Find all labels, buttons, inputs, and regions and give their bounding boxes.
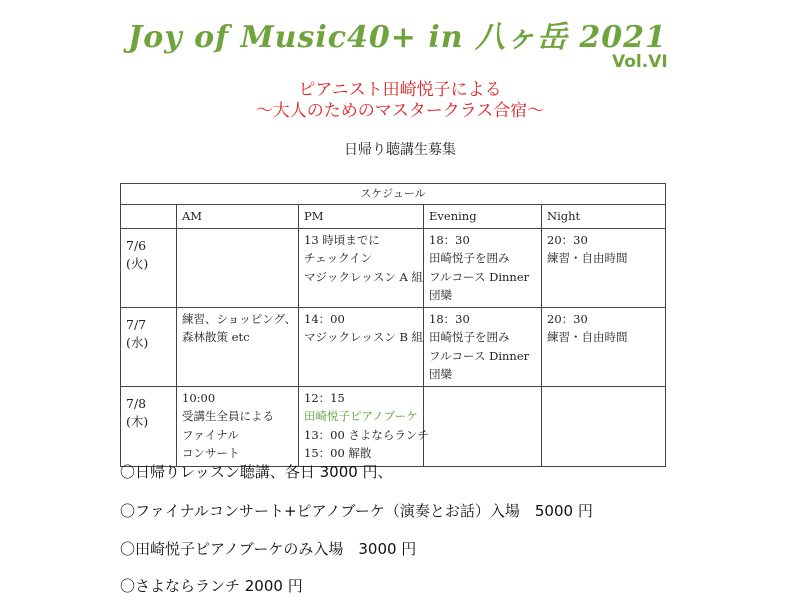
day-cell: 7/8 (木) [121,386,177,466]
pm-line: 12：15 [304,390,345,405]
subtitle-line-2: ～大人のためのマスタークラス合宿～ [255,101,545,121]
recruit-heading: 日帰り聴講生募集 [344,142,456,158]
am-line: 森林散策 etc [182,330,250,344]
schedule-caption: スケジュール [121,184,666,205]
am-cell [177,228,299,307]
price-line: 〇日帰りレッスン聴講、各日 3000 円、 [120,463,393,481]
night-line: 練習・自由時間 [547,330,628,344]
evening-line: 田崎悦子を囲み [429,251,510,265]
day-cell: 7/6 (火) [121,228,177,307]
am-cell [177,386,299,466]
am-line: コンサート [182,446,240,460]
header-cell-evening: Evening [424,205,542,229]
night-line: 20：30 [547,311,588,326]
schedule-row [121,307,666,386]
evening-line: 18：30 [429,311,470,326]
pm-cell [299,228,424,307]
pm-line: 14：00 [304,311,345,326]
subtitle-line-1: ピアニスト田崎悦子による [298,80,502,100]
evening-line: 18：30 [429,232,470,247]
night-cell [542,228,666,307]
night-line: 練習・自由時間 [547,251,628,265]
night-cell [542,307,666,386]
day-cell: 7/7 (水) [121,307,177,386]
am-line: 受講生全員による [182,409,274,423]
pm-line-highlight: 田崎悦子ピアノブーケ [304,409,418,423]
night-line: 20：30 [547,232,588,247]
night-cell [542,386,666,466]
header-cell-pm: PM [299,205,424,229]
schedule-caption-row [121,184,666,205]
schedule-row [121,228,666,307]
header-cell-blank [121,205,177,229]
evening-cell [424,386,542,466]
am-cell [177,307,299,386]
evening-cell [424,228,542,307]
pm-line: 15：00 解散 [304,446,372,460]
pm-line: 13 時頃までに [304,232,380,247]
evening-cell [424,307,542,386]
evening-line: フルコース Dinner [429,269,530,284]
header-cell-am: AM [177,205,299,229]
am-line: ファイナル [182,427,239,442]
pm-line: マジックレッスン B 組 [304,330,424,344]
pm-cell [299,386,429,466]
price-line: 〇ファイナルコンサート+ピアノブーケ（演奏とお話）入場 5000 円 [120,502,593,520]
schedule-row [121,386,666,466]
schedule-header-row [121,205,666,229]
schedule-table [120,183,666,467]
evening-line: 団欒 [429,367,452,381]
price-line: 〇さよならランチ 2000 円 [120,577,303,595]
event-title: Joy of Music40+ in 八ヶ岳 2021 [128,20,667,55]
am-line: 10:00 [182,390,216,405]
pm-line: チェックイン [304,251,373,265]
header-cell-night: Night [542,205,666,229]
evening-line: 団欒 [429,288,452,302]
am-line: 練習、ショッピング、 [182,311,297,326]
volume-label: Vol.VI [612,52,668,72]
pm-line: 13：00 さよならランチ [304,427,429,442]
pm-cell [299,307,424,386]
evening-line: 田崎悦子を囲み [429,330,510,344]
pm-line: マジックレッスン A 組 [304,269,423,284]
price-line: 〇田崎悦子ピアノブーケのみ入場 3000 円 [120,540,417,558]
evening-line: フルコース Dinner [429,348,530,363]
